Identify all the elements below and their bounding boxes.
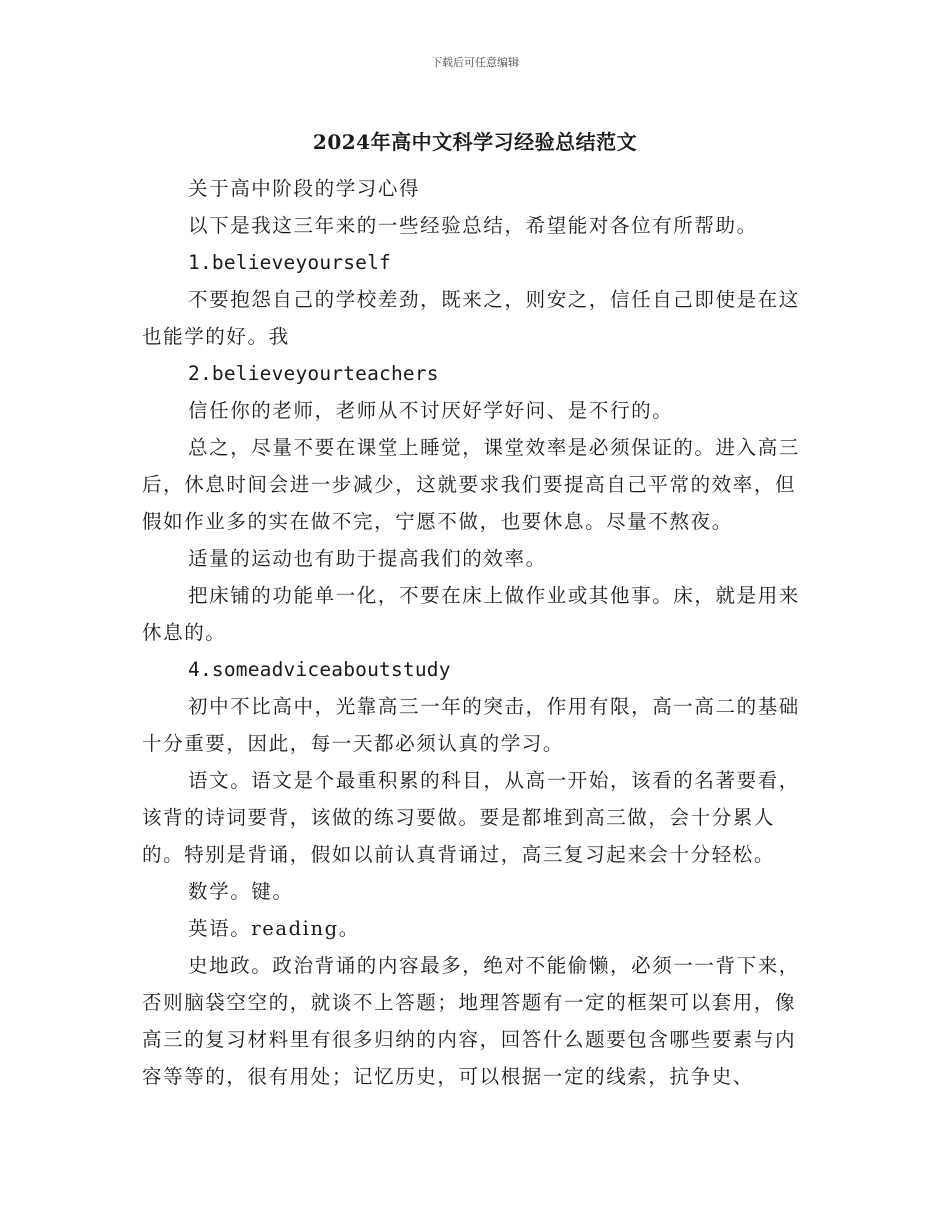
paragraph-believe-yourself: 不要抱怨自己的学校差劲，既来之，则安之，信任自己即使是在这也能学的好。我 [142,288,800,348]
section-heading-believe-teachers: 2.believeyourteachers [188,362,439,385]
section-heading-believe-yourself: 1.believeyourself [188,251,391,274]
paragraph-intro-heading: 关于高中阶段的学习心得 [188,177,421,200]
paragraph-foundation: 初中不比高中，光靠高三一年的突击，作用有限，高一高二的基础十分重要，因此，每一天都必须认真的学习。 [142,695,800,755]
paragraph-class-efficiency: 总之，尽量不要在课堂上睡觉，课堂效率是必须保证的。进入高三后，休息时间会进一步减少，这就要求我们要提高自己平常的效率，但假如作业多的实在做不完，宁愿不做，也要休息。尽量不熬夜。 [142,436,800,533]
paragraph-chinese: 语文。语文是个最重积累的科目，从高一开始，该看的名著要看，该背的诗词要背，该做的练习要做。要是都堆到高三做，会十分累人的。特别是背诵，假如以前认真背诵过，高三复习起来会十分轻松。 [142,769,800,866]
section-heading-study-advice: 4.someadviceaboutstudy [188,658,451,681]
paragraph-believe-teachers: 信任你的老师，老师从不讨厌好学好问、是不行的。 [188,399,674,422]
page-header-note: 下载后可任意编辑 [431,56,519,69]
paragraph-math: 数学。键。 [188,880,294,903]
document-title: 2024年高中文科学习经验总结范文 [312,130,638,154]
paragraph-english: 英语。reading。 [188,917,360,940]
document-body [142,170,812,1095]
paragraph-exercise: 适量的运动也有助于提高我们的效率。 [188,547,547,570]
paragraph-bed: 把床铺的功能单一化，不要在床上做作业或其他事。床，就是用来休息的。 [142,584,800,644]
paragraph-intro: 以下是我这三年来的一些经验总结，希望能对各位有所帮助。 [188,214,758,237]
paragraph-humanities: 史地政。政治背诵的内容最多，绝对不能偷懒，必须一一背下来，否则脑袋空空的，就谈不上答题；地理答题有一定的框架可以套用，像高三的复习材料里有很多归纳的内容，回答什么题要包含哪些要素与内容等等的，很有用处；记忆历史，可以根据一定的线索，抗争史、 [142,954,800,1088]
